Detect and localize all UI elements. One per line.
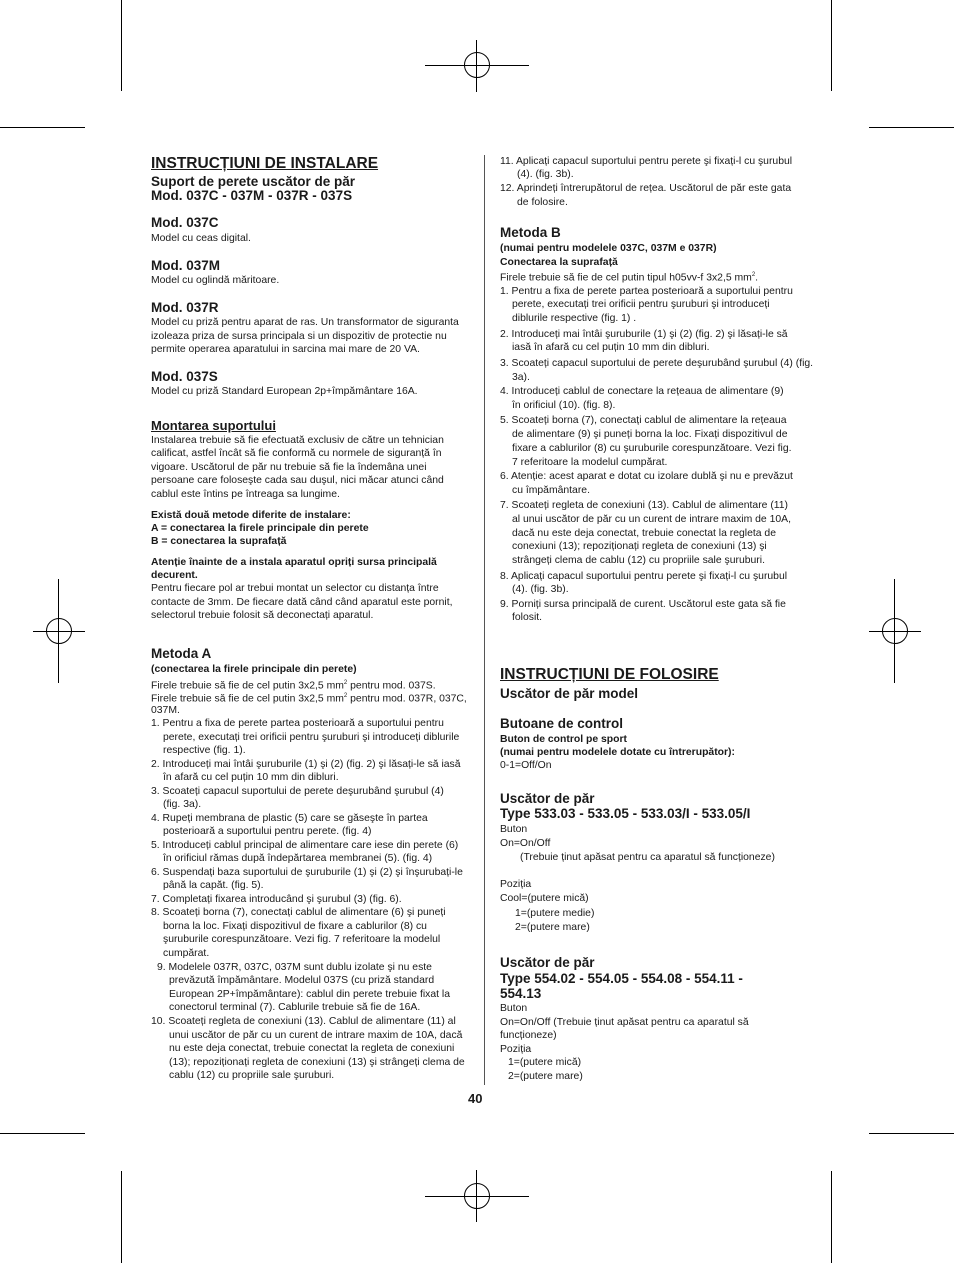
model-text: permite operarea aparatului in sarcina mai mare de 20 VA.	[151, 344, 420, 355]
control-value: 2=(putere mare)	[515, 922, 590, 933]
control-value: Buton	[500, 1003, 528, 1014]
subsection-heading: Type 554.02 - 554.05 - 554.08 - 554.11 -	[500, 971, 743, 986]
list-item: posterioară a suportului pentru perete. (fig. 4)	[163, 826, 372, 837]
paragraph-line: Pentru fiecare pol ar trebui montat un selector cu distanța între	[151, 583, 439, 594]
paragraph-line: Firele trebuie să fie de cel putin 3x2,5 $mm^2$ pentru mod. 037S.	[151, 680, 436, 692]
method-subheading: (conectarea la firele principale din perete)	[151, 664, 357, 675]
list-item: cu împământare.	[512, 485, 590, 496]
crop-mark	[869, 127, 954, 128]
list-item: de folosire.	[517, 197, 568, 208]
model-heading: Mod. 037R	[151, 300, 219, 315]
list-item: borna la loc. Fixați dispozitivul de fixare a cablurilor (8) cu	[163, 921, 427, 932]
model-text: Model cu priză pentru aparat de ras. Un transformator de siguranta	[151, 317, 459, 328]
list-item: în orificiul (10). (fig. 8).	[512, 400, 616, 411]
list-item: dacă nu este deja conectat, trebuie conectat la regleta de	[512, 528, 776, 539]
list-item: cablu (12) cu propriile sale şuruburi.	[169, 1070, 335, 1081]
warning-text: decurent.	[151, 570, 198, 581]
list-item: 7. Completați fixarea introducând şi şurubul (3) (fig. 6).	[151, 894, 402, 905]
paragraph-line: Firele trebuie să fie de cel putin 3x2,5 $mm^2$ pentru mod. 037R, 037C,	[151, 693, 467, 705]
section-title: INSTRUCȚIUNI DE FOLOSIRE	[500, 666, 719, 683]
list-item: 12. Aprindeți întrerupătorul de rețea. Uscătorul de păr este gata	[500, 183, 792, 194]
paragraph-line: cablul este întins pe întreaga sa lungime.	[151, 489, 340, 500]
list-item: 3. Scoateți capacul suportului de perete deşurubând şurubul (4)	[151, 786, 444, 797]
paragraph-line: vigoare. Uscătorul de păr nu trebuie să fie la îndemâna unei	[151, 462, 427, 473]
control-value: Buton	[500, 824, 528, 835]
list-item: (fig. 3a).	[163, 799, 202, 810]
list-item: fixare a cablurilor (8) cu şuruburile corespunzătoare. Vezi fig.	[512, 443, 792, 454]
subsection-heading: Uscător de păr	[500, 791, 595, 806]
list-item: în orificiul rămas după îndepărtarea membranei (5). (fig. 4)	[163, 853, 433, 864]
bold-note: B = conectarea la suprafață	[151, 536, 287, 547]
list-item: în afară cu cel puțin 10 mm din dibluri.	[163, 772, 339, 783]
list-item: 8. Scoateți borna (7), conectați cablul de alimentare (6) şi puneți	[151, 907, 446, 918]
control-value: 0-1=Off/On	[500, 760, 552, 771]
list-item: 8. Aplicați capacul suportului pentru perete şi fixați-l cu şurubul	[500, 571, 788, 582]
crop-mark	[121, 0, 122, 91]
list-item: 3a).	[512, 372, 530, 383]
crop-mark	[121, 1171, 122, 1263]
list-item: 7. Scoateți regleta de conexiuni (13). Cablul de alimentare (11)	[500, 500, 789, 511]
model-heading: Mod. 037C	[151, 215, 219, 230]
list-item: 9. Modelele 037R, 037C, 037M sunt dublu izolate şi nu este	[157, 962, 432, 973]
subsection-heading: 554.13	[500, 986, 542, 1001]
list-item: 11. Aplicați capacul suportului pentru perete şi fixați-l cu şurubul	[500, 156, 793, 167]
list-item: 2. Introduceți mai întâi şuruburile (1) şi (2) (fig. 2) şi lăsați-le să	[500, 329, 788, 340]
bold-note: Există două metode diferite de instalare:	[151, 510, 351, 521]
paragraph-line: Firele trebuie să fie de cel putin tipul h05vv-f 3x2,5 $mm^2$.	[500, 272, 759, 284]
list-item: 3. Scoateți capacul suportului de perete deşurubând şurubul (4) (fig.	[500, 358, 814, 369]
paragraph-line: calificat, astfel încât să fie conformă cu normele de siguranță în	[151, 448, 442, 459]
list-item: 7 referitoare la modelul cumpărat.	[512, 457, 668, 468]
list-item: 1. Pentru a fixa de perete partea posterioară a suportului pentru	[151, 718, 444, 729]
list-item: 6. Suspendați baza suportului de şuruburile (1) şi (2) şi înşurubați-le	[151, 867, 463, 878]
list-item: conectorul terminal (7). Cablurile trebuie să fie de 16A.	[169, 1002, 421, 1013]
warning-text: Atenție înainte de a instala aparatul opriți sursa principală	[151, 557, 437, 568]
control-value: On=On/Off (Trebuie ținut apăsat pentru ca aparatul să	[500, 1017, 749, 1028]
registration-mark	[464, 52, 490, 78]
list-item: European 2P+împământare): cablul din perete trebuie fixat la	[169, 989, 451, 1000]
registration-mark	[464, 1183, 490, 1209]
list-item: unui uscător de păr cu un curent de intrare maxim de 10A, dacă	[169, 1030, 463, 1041]
list-item: 6. Atenție: acest aparat e dotat cu izolare dublă şi nu e prevăzut	[500, 471, 793, 482]
method-subheading: Conectarea la suprafață	[500, 257, 618, 268]
bold-note: A = conectarea la firele principale din perete	[151, 523, 369, 534]
list-item: conexiuni (13); repoziționați regleta de conexiuni (13) şi	[512, 541, 767, 552]
paragraph-line: persoane care foloseşte cada sau duşul, nici măcar atunci când	[151, 475, 444, 486]
method-heading: Metoda B	[500, 225, 561, 240]
control-value: funcționeze)	[500, 1030, 557, 1041]
paragraph-line: Instalarea trebuie să fie efectuată exclusiv de către un tehnician	[151, 435, 444, 446]
model-text: Model cu ceas digital.	[151, 233, 251, 244]
list-item: (4). (fig. 3b).	[512, 584, 569, 595]
section-subtitle: Uscător de păr model	[500, 686, 639, 701]
control-value: Poziția	[500, 879, 532, 890]
list-item: al unui uscător de păr cu un curent de intrare maxim de 10A,	[512, 514, 791, 525]
list-item: (13); repoziționați regleta de conexiuni (13) şi strângeți clema de	[169, 1057, 465, 1068]
list-item: folosit.	[512, 612, 543, 623]
list-item: 4. Rupeți membrana de plastic (5) care se găseşte în partea	[151, 813, 428, 824]
list-item: strângeți clema de cablu (12) cu propriile sale şuruburi.	[512, 555, 765, 566]
crop-mark	[831, 1171, 832, 1263]
subsection-heading: Uscător de păr	[500, 955, 595, 970]
list-item: nu este deja conectat, trebuie conectat la regleta de conexiuni	[169, 1043, 455, 1054]
model-heading: Mod. 037S	[151, 369, 218, 384]
list-item: 9. Porniți sursa principală de curent. Uscătorul este gata să fie	[500, 599, 786, 610]
column-divider	[484, 155, 485, 1085]
list-item: 5. Scoateți borna (7), conectați cablul de alimentare la rețeaua	[500, 415, 787, 426]
paragraph-line: contacte de 3mm. De fiecare dată când când aparatul este pornit,	[151, 597, 453, 608]
section-title: INSTRUCȚIUNI DE INSTALARE	[151, 155, 379, 172]
list-item: iasă în afară cu cel puțin 10 mm din dibluri.	[512, 342, 710, 353]
bold-note: (numai pentru modelele dotate cu întrerupător):	[500, 747, 735, 758]
method-subheading: (numai pentru modelele 037C, 037M e 037R)	[500, 243, 717, 254]
control-value: Poziția	[500, 1044, 532, 1055]
section-subtitle: Suport de perete uscător de păr	[151, 174, 356, 189]
list-item: perete, executați trei orificii pentru şuruburi şi introduceți diblurile	[163, 732, 460, 743]
registration-mark	[882, 618, 908, 644]
model-text: Model cu oglindă măritoare.	[151, 275, 280, 286]
list-item: şuruburile corespunzătoare. Vezi fig. 7 referitoare la modelul	[163, 934, 441, 945]
list-item: până la capăt. (fig. 5).	[163, 880, 264, 891]
model-text: izoleaza priza de sursa principala si un dispozitiv de protectie nu	[151, 331, 447, 342]
list-item: cumpărat.	[163, 948, 210, 959]
list-item: 10. Scoateți regleta de conexiuni (13). Cablul de alimentare (11) al	[151, 1016, 456, 1027]
page-number: 40	[468, 1091, 483, 1106]
control-value: On=On/Off	[500, 838, 551, 849]
model-heading: Mod. 037M	[151, 258, 221, 273]
subsection-heading: Montarea suportului	[151, 418, 276, 433]
section-subtitle: Mod. 037C - 037M - 037R - 037S	[151, 188, 353, 203]
control-value: 1=(putere medie)	[515, 908, 595, 919]
bold-note: Buton de control pe sport	[500, 734, 627, 745]
list-item: 5. Introduceți cablul principal de alimentare care iese din perete (6)	[151, 840, 459, 851]
subsection-heading: Type 533.03 - 533.05 - 533.03/I - 533.05/I	[500, 806, 751, 821]
control-value: 2=(putere mare)	[508, 1071, 583, 1082]
control-value: 1=(putere mică)	[508, 1057, 582, 1068]
list-item: 4. Introduceți cablul de conectare la rețeaua de alimentare (9)	[500, 386, 784, 397]
paragraph-line: 037M.	[151, 705, 180, 716]
list-item: (4). (fig. 3b).	[517, 169, 574, 180]
list-item: respective (fig. 1).	[163, 745, 246, 756]
list-item: perete, executați trei orificii pentru şuruburi şi introduceți	[512, 299, 770, 310]
control-value: (Trebuie ținut apăsat pentru ca aparatul să funcționeze)	[520, 852, 775, 863]
paragraph-line: selectorul trebuie folosit să deconectați aparatul.	[151, 610, 374, 621]
subsection-heading: Butoane de control	[500, 716, 624, 731]
crop-mark	[0, 1133, 85, 1134]
crop-mark	[831, 0, 832, 91]
registration-mark	[46, 618, 72, 644]
crop-mark	[869, 1133, 954, 1134]
list-item: diblurile respective (fig. 1) .	[512, 313, 637, 324]
control-value: Cool=(putere mică)	[500, 893, 589, 904]
list-item: prevăzută împământare. Modelul 037S (cu priză standard	[169, 975, 435, 986]
crop-mark	[0, 127, 85, 128]
list-item: 2. Introduceți mai întâi şuruburile (1) şi (2) (fig. 2) şi lăsați-le să iasă	[151, 759, 461, 770]
list-item: de alimentare (9) şi puneți borna la loc. Fixați dispozitivul de	[512, 429, 788, 440]
model-text: Model cu priză Standard European 2p+împământare 16A.	[151, 386, 418, 397]
method-heading: Metoda A	[151, 646, 212, 661]
list-item: 1. Pentru a fixa de perete partea posterioară a suportului pentru	[500, 286, 793, 297]
